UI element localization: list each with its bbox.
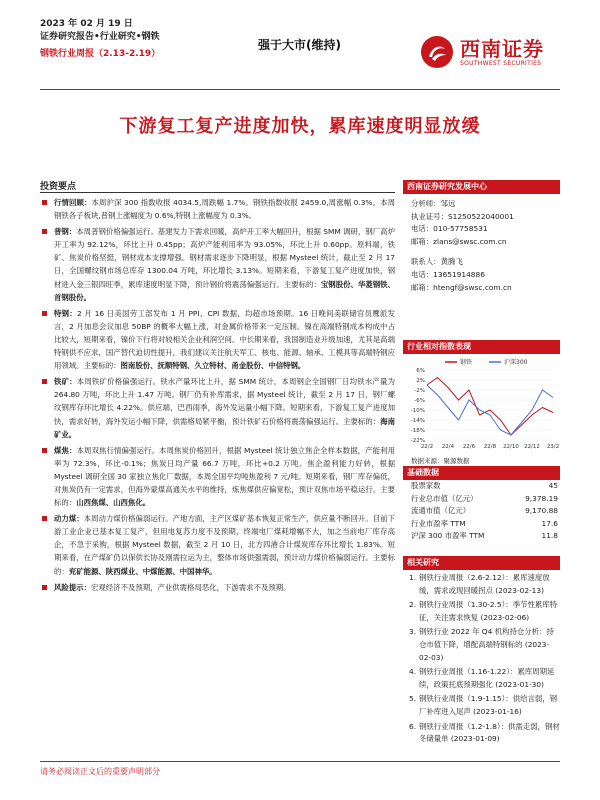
- divider: [40, 761, 560, 762]
- basic-data-box: [403, 466, 560, 543]
- analyst-header: 西南证券研究发展中心: [403, 180, 560, 194]
- analyst-row: 执业证号：S1250522040001: [411, 211, 514, 221]
- paragraph-text: 宏观经济不及预期，产业供需格局恶化，下游需求不及预期。: [90, 582, 291, 592]
- row-label: 股票家数: [411, 481, 441, 490]
- relative-index-chart: [403, 340, 560, 465]
- x-tick-label: 22/4: [441, 444, 455, 450]
- bullet-icon: [40, 444, 54, 509]
- legend-label-steel: 钢铁: [460, 359, 473, 366]
- paragraph-picks: 兖矿能源、陕西煤业、中煤能源、中国神华。: [68, 566, 217, 576]
- paragraph-picks: 图南股份、抚顺特钢、久立特材、甬金股份、中信特钢。: [120, 361, 306, 371]
- chart-source: 数据来源：聚源数据: [411, 457, 470, 465]
- bullet-icon: [40, 512, 54, 577]
- y-tick-label: 2%: [416, 378, 425, 384]
- row-label: 流通市值（亿元）: [411, 506, 471, 516]
- section-header: 投资要点: [40, 182, 77, 192]
- analyst-box: [403, 180, 560, 294]
- related-item[interactable]: 5. 钢铁行业周报（1.9-1.15）：供给言弱，钢厂补库进入尾声 (2023-01-16): [409, 694, 558, 716]
- row-value: 9,378.19: [525, 493, 558, 503]
- report-date: 2023 年 02 月 19 日: [40, 19, 133, 29]
- contact-row: 电话：13651914886: [411, 269, 485, 279]
- paragraph-text: 本周双焦行情偏强运行。本周焦炭价格回升，根据 Mysteel 统计独立焦企全样本数据，产能利用率为 72.3%，环比-0.1%；焦炭日均产量 66.7 万吨，环比+0.2 万吨。焦企盈利能力好转，根据 Mysteel 调研全国 30 家独立焦化厂数据，本周全国平均吨焦盈利 7 元/吨。短期来看，钢厂库存偏低，对焦炭仍有一定需求，但海外蒙煤高通关水平的维持，炼焦煤供应偏宽松，预计双焦市场平稳运行。主要标的：: [54, 445, 395, 508]
- table-row: [403, 480, 560, 493]
- paragraph: [40, 512, 395, 577]
- paragraph-head: 特钢：: [54, 308, 78, 318]
- paragraph: [40, 307, 395, 372]
- x-tick-label: 23/2: [546, 444, 560, 450]
- report-meta: [40, 18, 160, 61]
- x-tick-label: 22/2: [420, 444, 434, 450]
- brand-name-en: SOUTHWEST SECURITIES: [460, 59, 542, 67]
- chart-header: 行业相对指数表现: [403, 340, 560, 354]
- paragraph-picks: 山西焦煤、山西焦化。: [76, 498, 151, 508]
- paragraph-head: 普钢：: [54, 227, 77, 237]
- page-title: 下游复工复产进度加快，累库速度明显放缓: [119, 116, 481, 137]
- y-tick-label: -14%: [410, 418, 425, 424]
- y-tick-label: -6%: [414, 398, 425, 404]
- paragraph-text: 本周普钢价格偏强运行。基建发力下需求回暖，高炉开工率大幅回升，根据 SMM 调研，钢厂高炉开工率为 92.12%，环比上升 0.45pp；高炉产能利用率为 93.05%，环比上升 0.60pp。原料端，铁矿、焦炭价格坚挺，钢材成本支撑增强。钢材需求逐步下降明显，根据 Mysteel 统计，截止至 2 月 17 日，全国螺纹钢市场总库存 1300.04 万吨，环比增长 3.13%。短期来看，下游复工复产进度加快，钢材进入金三银四旺季，累库速度明显下降，预计钢价将震荡偏强运行。主要标的：: [54, 227, 395, 289]
- paragraph-picks: 海南矿业。: [54, 416, 395, 439]
- paragraph: [40, 196, 395, 222]
- paragraph-text: 本周动力煤价格偏弱运行。产地方面，主产区煤矿基本恢复正常生产，供应量不断回升。目前下游工业企业已基本复工复产，但用电复苏力度不及预期，终端电厂煤耗增幅不大，加之当前电厂库存高企，不急于采购，根据 Mysteel 数据，截至 2 月 10 日，北方四港合计煤炭库存环比增长 1.83%。短期来看，在产煤矿仍以保供长协及刚需拉运为主，整体市场供强需弱，预计动力煤价格偏弱运行。主要标的：: [54, 514, 395, 576]
- paragraph-head: 行情回顾：: [54, 198, 92, 207]
- contact-row: 邮箱：htengf@swsc.com.cn: [411, 282, 512, 292]
- paragraph-picks: 宝钢股份、华菱钢铁、首钢股份。: [54, 279, 395, 302]
- brand-name: 西南证券: [460, 36, 544, 61]
- table-row: [403, 518, 560, 531]
- report-weekly-label: 钢铁行业周报（2.13-2.19）: [40, 49, 161, 59]
- divider: [40, 192, 395, 193]
- row-value: 9,170.88: [525, 506, 558, 516]
- paragraph-text: 2 月 16 日美国劳工部发布 1 月 PPI、CPI 数据，均超市场预期。16 日晚间美联储官员鹰派发言，2 月加息会议加息 50BP 的概率大幅上涨，对金属价格带来一定压制。镍在高端特钢成本构成中占比较大，短期来看，镍价下行将对较相关企业利润空间。中长期来看，我国制造业升级加速，尤其是高端特钢供不应求，国产替代迫切性提升，我们建议关注航天军工、核电、能源、轴承、工模具等高端特钢应用领域。主要标的：: [54, 308, 395, 371]
- y-tick-label: -10%: [410, 408, 425, 414]
- key-points: [40, 196, 395, 597]
- paragraph-head: 风险提示：: [54, 582, 91, 592]
- paragraph-head: 动力煤：: [54, 514, 84, 524]
- row-value: 45: [548, 481, 558, 490]
- related-item[interactable]: 2. 钢铁行业周报（1.30-2.5）：季节性累库特征，关注需求恢复 (2023-02-06): [409, 600, 558, 622]
- row-value: 17.6: [541, 518, 558, 528]
- paragraph: [40, 581, 395, 594]
- x-tick-label: 22/6: [462, 444, 476, 450]
- related-header: 相关研究: [403, 556, 560, 570]
- chart-svg: [403, 354, 560, 454]
- divider: [40, 89, 560, 90]
- legend-label-hs300: 沪深300: [504, 359, 528, 366]
- x-tick-label: 22/10: [503, 444, 519, 450]
- bullet-icon: [40, 196, 54, 222]
- basic-data-table: [403, 480, 560, 543]
- paragraph: [40, 375, 395, 440]
- paragraph-head: 煤焦：: [54, 445, 77, 455]
- row-label: 行业总市值（亿元）: [411, 493, 478, 503]
- y-tick-label: -18%: [410, 428, 425, 434]
- paragraph: [40, 444, 395, 509]
- bullet-icon: [40, 375, 54, 440]
- paragraph-text: 本周沪深 300 指数收报 4034.5,周跌幅 1.7%。钢铁指数收报 2459.0,周涨幅 0.3%。本周钢铁各子板块,普钢上涨幅度为 0.6%,特钢上涨幅度为 0.3%。: [54, 198, 395, 221]
- table-row: [403, 505, 560, 518]
- report-category: 证券研究报告•行业研究•钢铁: [40, 32, 160, 42]
- analyst-row: 分析师：邹远: [411, 199, 456, 208]
- paragraph-text: 本周铁矿价格偏强运行。铁水产量环比上升，据 SMM 统计，本周钢企全国钢厂日均铁水产量为 264.80 万吨，环比上升 1.47 万吨。钢厂仍有补库需求，据 Mysteel 统计，截至 2 月 17 日，钢厂螺纹钢库存环比增长 4.22%。供应端，巴西雨季，海外发运量小幅下降。短期来看，下游复工复产进度加快，需求好转，海外发运小幅下降，供需格局紧平衡，预计铁矿石价格将震荡偏强运行。主要标的：: [54, 377, 395, 426]
- analyst-row: 邮箱：zlans@swsc.com.cn: [411, 236, 507, 246]
- related-item[interactable]: 1. 钢铁行业周报（2.6-2.12）：累库速度放缓，需求或现回暖拐点 (2023-02-13): [409, 573, 550, 595]
- rating: 强于大市(维持): [258, 38, 341, 52]
- row-label: 行业市盈率 TTM: [411, 518, 466, 528]
- row-value: 11.8: [541, 531, 558, 541]
- brand-logo: [420, 35, 544, 69]
- bullet-icon: [40, 307, 54, 372]
- related-item[interactable]: 6. 钢铁行业周报（1.2-1.8）：供需走弱，钢材冬储量单 (2023-01-09): [409, 721, 560, 744]
- bullet-icon: [40, 225, 54, 304]
- paragraph: [40, 225, 395, 304]
- paragraph-head: 铁矿：: [54, 377, 77, 387]
- y-tick-label: -22%: [410, 438, 425, 444]
- related-item[interactable]: 4. 钢铁行业周报（1.16-1.22）：累库周期延续，政策托底预期强化 (2023-01-30): [409, 667, 555, 689]
- related-item[interactable]: 3. 钢铁行业 2022 年 Q4 机构持仓分析：持仓市值下降，增配高端特钢标的 (2023-02-03): [409, 627, 554, 662]
- basic-data-header: 基础数据: [403, 466, 560, 480]
- bullet-icon: [40, 581, 54, 594]
- table-row: [403, 530, 560, 543]
- x-tick-label: 22/8: [483, 444, 497, 450]
- footer-disclaimer: 请务必阅读正文后的重要声明部分: [40, 767, 160, 776]
- table-row: [403, 493, 560, 506]
- brand-logo-icon: [420, 35, 454, 69]
- contact-row: 联系人：黄腾飞: [411, 257, 463, 267]
- y-tick-label: 6%: [416, 368, 425, 374]
- analyst-row: 电话：010-57758531: [411, 224, 488, 234]
- x-tick-label: 22/12: [524, 444, 540, 450]
- y-tick-label: -2%: [414, 388, 425, 394]
- related-research-box: [403, 556, 560, 746]
- row-label: 沪深 300 市盈率 TTM: [411, 531, 485, 541]
